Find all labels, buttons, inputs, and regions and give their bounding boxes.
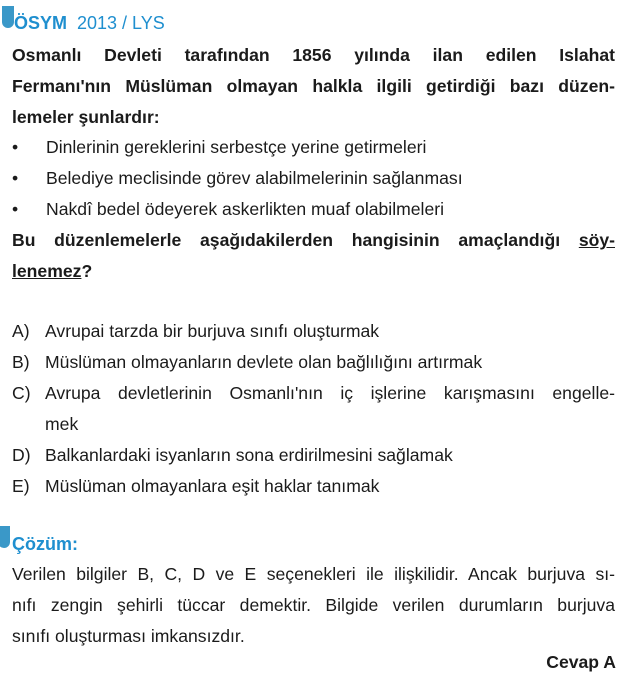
solution-title: Çözüm: — [12, 533, 78, 554]
option-e[interactable] — [12, 471, 615, 502]
option-a[interactable] — [12, 316, 615, 347]
prompt-text: Bu düzenlemelerle aşağıdakilerden hangisinin amaçlandığı — [12, 230, 579, 250]
header-marker-tab — [2, 6, 14, 28]
option-c[interactable] — [12, 378, 615, 440]
exam-brand: ÖSYM — [14, 12, 68, 33]
bullet-icon: • — [12, 199, 19, 219]
option-text: Müslüman olmayanlara eşit haklar tanımak — [45, 476, 380, 496]
solution-line: Verilen bilgiler B, C, D ve E seçenekleri ile ilişkilidir. Ancak burjuva sı- — [12, 564, 615, 584]
prompt-emphasis: lenemez — [12, 261, 82, 281]
option-text: Avrupa devletlerinin Osmanlı'nın iç işlerine karışmasını engelle- — [45, 383, 615, 403]
prompt-line — [12, 256, 615, 287]
stem-line: Osmanlı Devleti tarafından 1856 yılında ilan edilen Islahat — [12, 45, 615, 65]
solution-line: nıfı zengin şehirli tüccar demektir. Bilgide verilen durumların burjuva — [12, 595, 615, 615]
solution-line: sınıfı oluşturması imkansızdır. — [12, 626, 245, 646]
option-d[interactable] — [12, 440, 615, 471]
bullet-item — [12, 132, 615, 163]
option-text: Müslüman olmayanların devlete olan bağlılığını artırmak — [45, 352, 483, 372]
solution-marker-tab — [0, 526, 10, 548]
source-header — [12, 10, 165, 36]
bullet-text: Nakdî bedel ödeyerek askerlikten muaf olabilmeleri — [46, 199, 445, 219]
prompt-line — [12, 225, 615, 256]
stem-line: lemeler şunlardır: — [12, 107, 160, 127]
bullet-item — [12, 163, 615, 194]
answer-options — [12, 316, 615, 502]
option-letter: C) — [12, 383, 31, 403]
answer-key: Cevap A — [546, 652, 616, 672]
bullet-icon: • — [12, 168, 19, 188]
question-stem — [12, 40, 615, 133]
bullet-text: Belediye meclisinde görev alabilmelerinin sağlanması — [46, 168, 463, 188]
option-letter: B) — [12, 352, 30, 372]
exam-year: 2013 / LYS — [77, 12, 165, 33]
option-text: Balkanlardaki isyanların sona erdirilmesini sağlamak — [45, 445, 453, 465]
stem-line: Fermanı'nın Müslüman olmayan halkla ilgili getirdiği bazı düzen- — [12, 76, 615, 96]
prompt-emphasis: söy- — [578, 230, 615, 250]
option-letter: D) — [12, 445, 31, 465]
option-letter: E) — [12, 476, 30, 496]
question-prompt — [12, 225, 615, 287]
bullet-icon: • — [12, 137, 19, 157]
option-b[interactable] — [12, 347, 615, 378]
solution-header — [12, 530, 78, 558]
solution-body — [12, 559, 615, 652]
option-letter: A) — [12, 321, 30, 341]
option-text: mek — [45, 414, 79, 434]
bullet-list — [12, 132, 615, 225]
bullet-text: Dinlerinin gereklerini serbestçe yerine getirmeleri — [46, 137, 427, 157]
option-text: Avrupai tarzda bir burjuva sınıfı oluşturmak — [45, 321, 380, 341]
bullet-item — [12, 194, 615, 225]
prompt-text: ? — [81, 261, 93, 281]
